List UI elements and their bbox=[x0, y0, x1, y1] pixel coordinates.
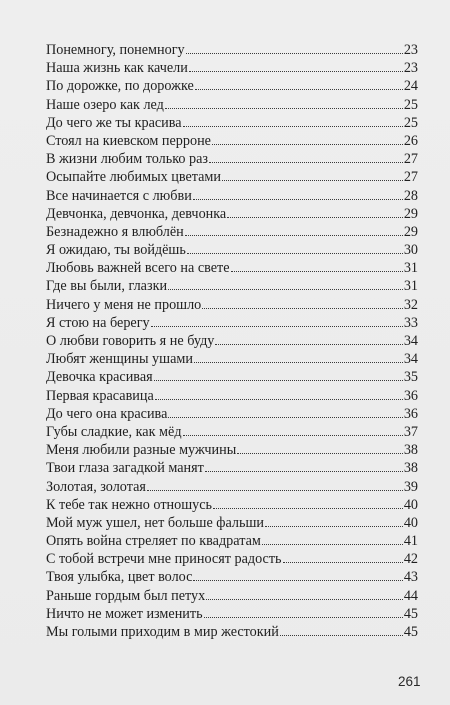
dot-leader bbox=[213, 508, 403, 509]
toc-entry bbox=[46, 532, 418, 550]
dot-leader bbox=[183, 435, 403, 436]
dot-leader bbox=[237, 453, 403, 454]
toc-entry bbox=[46, 259, 418, 277]
dot-leader bbox=[205, 471, 403, 472]
toc-entry-page: 31 bbox=[403, 260, 418, 277]
toc-entry-page: 38 bbox=[403, 460, 418, 477]
toc-entry-page: 25 bbox=[403, 114, 418, 131]
dot-leader bbox=[193, 580, 402, 581]
dot-leader bbox=[227, 217, 403, 218]
toc-entry bbox=[46, 168, 418, 186]
toc-entry-page: 36 bbox=[403, 405, 418, 422]
dot-leader bbox=[193, 199, 403, 200]
dot-leader bbox=[155, 399, 403, 400]
toc-entry-title: Девочка красивая bbox=[46, 369, 153, 386]
toc-entry-title: Любовь важней всего на свете bbox=[46, 260, 230, 277]
toc-entry-title: Ничто не может изменить bbox=[46, 605, 203, 622]
toc-entry-title: С тобой встречи мне приносят радость bbox=[46, 551, 282, 568]
dot-leader bbox=[168, 289, 403, 290]
toc-entry bbox=[46, 605, 418, 623]
toc-entry bbox=[46, 277, 418, 295]
toc-entry-title: К тебе так нежно отношусь bbox=[46, 496, 212, 513]
dot-leader bbox=[154, 380, 403, 381]
toc-entry-page: 25 bbox=[403, 96, 418, 113]
toc-entry bbox=[46, 96, 418, 114]
toc-entry-page: 40 bbox=[403, 514, 418, 531]
toc-entry-title: Твоя улыбка, цвет волос bbox=[46, 569, 193, 586]
toc-entry-title: Опять война стреляет по квадратам bbox=[46, 533, 261, 550]
toc-entry-title: Золотая, золотая bbox=[46, 478, 146, 495]
toc-entry bbox=[46, 514, 418, 532]
toc-entry-page: 27 bbox=[403, 169, 418, 186]
toc-entry-page: 30 bbox=[403, 242, 418, 259]
toc-entry-title: Все начинается с любви bbox=[46, 187, 192, 204]
toc-entry-title: Любят женщины ушами bbox=[46, 351, 193, 368]
toc-entry-page: 26 bbox=[403, 132, 418, 149]
toc-entry bbox=[46, 114, 418, 132]
toc-entry-title: Мы голыми приходим в мир жестокий bbox=[46, 624, 279, 640]
toc-entry-title: Я ожидаю, ты войдёшь bbox=[46, 242, 186, 259]
toc-entry bbox=[46, 59, 418, 77]
dot-leader bbox=[212, 144, 403, 145]
toc-entry bbox=[46, 314, 418, 332]
toc-entry-page: 36 bbox=[403, 387, 418, 404]
toc-entry-page: 43 bbox=[403, 569, 418, 586]
dot-leader bbox=[195, 89, 403, 90]
toc-entry-title: Раньше гордым был петух bbox=[46, 587, 206, 604]
toc-entry-page: 24 bbox=[403, 78, 418, 95]
toc-entry-page: 45 bbox=[403, 605, 418, 622]
toc-entry-title: Где вы были, глазки bbox=[46, 278, 168, 295]
dot-leader bbox=[194, 362, 403, 363]
toc-entry-title: Меня любили разные мужчины bbox=[46, 442, 237, 459]
toc-entry bbox=[46, 423, 418, 441]
toc-entry-title: Мой муж ушел, нет больше фальши bbox=[46, 514, 264, 531]
dot-leader bbox=[185, 235, 403, 236]
table-of-contents bbox=[46, 41, 418, 641]
toc-entry bbox=[46, 368, 418, 386]
toc-entry-page: 34 bbox=[403, 351, 418, 368]
toc-entry bbox=[46, 132, 418, 150]
dot-leader bbox=[222, 180, 403, 181]
dot-leader bbox=[189, 71, 403, 72]
page-number: 261 bbox=[398, 674, 421, 689]
dot-leader bbox=[262, 544, 403, 545]
toc-entry-page: 23 bbox=[403, 42, 418, 58]
toc-entry-page: 37 bbox=[403, 423, 418, 440]
toc-entry-page: 33 bbox=[403, 314, 418, 331]
dot-leader bbox=[209, 162, 403, 163]
toc-entry-page: 27 bbox=[403, 151, 418, 168]
toc-entry bbox=[46, 241, 418, 259]
dot-leader bbox=[202, 308, 403, 309]
toc-entry bbox=[46, 350, 418, 368]
toc-entry-page: 31 bbox=[403, 278, 418, 295]
toc-entry-title: Безнадежно я влюблён bbox=[46, 223, 184, 240]
toc-entry-page: 40 bbox=[403, 496, 418, 513]
toc-entry-page: 35 bbox=[403, 369, 418, 386]
toc-entry-title: Осыпайте любимых цветами bbox=[46, 169, 221, 186]
toc-entry-page: 45 bbox=[403, 624, 418, 640]
toc-entry-title: В жизни любим только раз bbox=[46, 151, 209, 168]
dot-leader bbox=[204, 617, 403, 618]
dot-leader bbox=[183, 126, 403, 127]
toc-entry bbox=[46, 223, 418, 241]
toc-entry-title: Я стою на берегу bbox=[46, 314, 150, 331]
dot-leader bbox=[283, 562, 403, 563]
toc-entry-page: 39 bbox=[403, 478, 418, 495]
toc-entry-page: 41 bbox=[403, 533, 418, 550]
toc-entry bbox=[46, 478, 418, 496]
dot-leader bbox=[147, 490, 403, 491]
toc-entry bbox=[46, 459, 418, 477]
toc-entry bbox=[46, 150, 418, 168]
toc-entry-title: Наша жизнь как качели bbox=[46, 60, 188, 77]
toc-entry-title: До чего же ты красива bbox=[46, 114, 182, 131]
toc-entry-title: Стоял на киевском перроне bbox=[46, 132, 211, 149]
toc-entry-title: Первая красавица bbox=[46, 387, 154, 404]
toc-entry-title: О любви говорить я не буду bbox=[46, 333, 215, 349]
dot-leader bbox=[215, 344, 402, 345]
toc-entry bbox=[46, 405, 418, 423]
toc-entry-title: Губы сладкие, как мёд bbox=[46, 423, 182, 440]
toc-entry bbox=[46, 496, 418, 514]
toc-entry bbox=[46, 441, 418, 459]
dot-leader bbox=[165, 108, 403, 109]
dot-leader bbox=[206, 599, 403, 600]
toc-entry bbox=[46, 187, 418, 205]
toc-entry-page: 34 bbox=[403, 333, 418, 349]
toc-entry-page: 44 bbox=[403, 587, 418, 604]
toc-entry bbox=[46, 587, 418, 605]
dot-leader bbox=[186, 53, 403, 54]
toc-entry-page: 38 bbox=[403, 442, 418, 459]
toc-entry-title: По дорожке, по дорожке bbox=[46, 78, 194, 95]
toc-entry-title: Девчонка, девчонка, девчонка bbox=[46, 205, 227, 222]
toc-entry-title: Понемногу, понемногу bbox=[46, 42, 185, 58]
toc-entry bbox=[46, 41, 418, 59]
toc-entry-page: 32 bbox=[403, 296, 418, 313]
toc-entry-page: 23 bbox=[403, 60, 418, 77]
toc-entry-page: 29 bbox=[403, 223, 418, 240]
dot-leader bbox=[168, 417, 402, 418]
toc-entry-page: 42 bbox=[403, 551, 418, 568]
toc-entry bbox=[46, 568, 418, 586]
toc-entry-title: До чего она красива bbox=[46, 405, 168, 422]
toc-entry-title: Ничего у меня не прошло bbox=[46, 296, 202, 313]
toc-entry bbox=[46, 550, 418, 568]
dot-leader bbox=[151, 326, 403, 327]
toc-entry-title: Твои глаза загадкой манят bbox=[46, 460, 204, 477]
toc-entry bbox=[46, 623, 418, 641]
dot-leader bbox=[187, 253, 403, 254]
toc-entry bbox=[46, 296, 418, 314]
dot-leader bbox=[265, 526, 403, 527]
toc-entry-page: 29 bbox=[403, 205, 418, 222]
toc-entry-title: Наше озеро как лед bbox=[46, 96, 164, 113]
toc-entry-page: 28 bbox=[403, 187, 418, 204]
toc-entry bbox=[46, 205, 418, 223]
toc-entry bbox=[46, 332, 418, 350]
dot-leader bbox=[280, 635, 403, 636]
dot-leader bbox=[231, 271, 403, 272]
toc-entry bbox=[46, 387, 418, 405]
toc-entry bbox=[46, 77, 418, 95]
